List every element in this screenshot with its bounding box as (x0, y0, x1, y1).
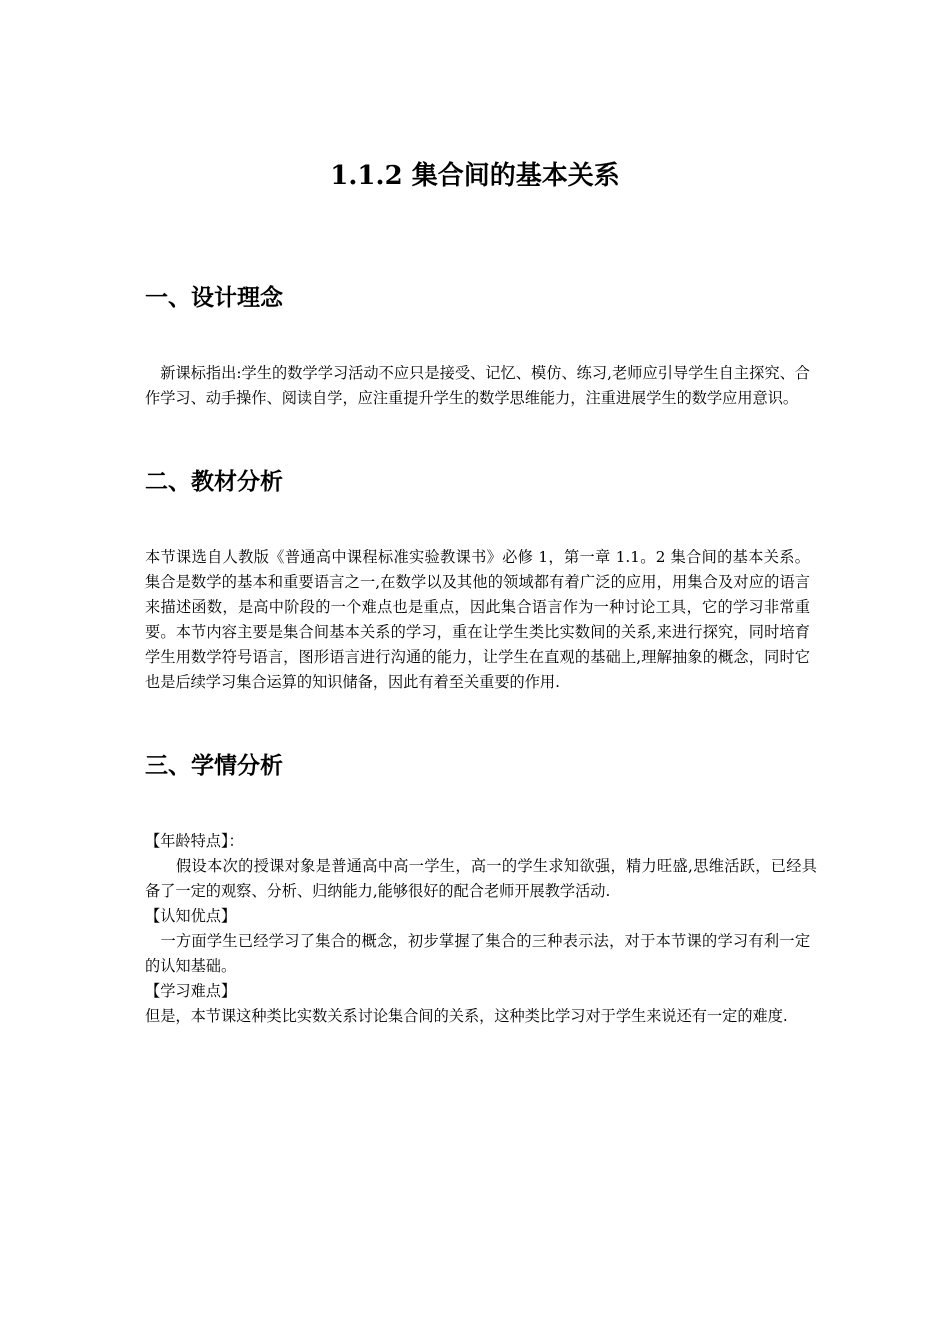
section-heading-student: 三、学情分析 (145, 753, 283, 779)
age-body: 假设本次的授课对象是普通高中高一学生，高一的学生求知欲强，精力旺盛,思维活跃，已经具备了一定的观察、分析、归纳能力,能够很好的配合老师开展教学活动. (145, 857, 817, 900)
section-body-design: 新课标指出:学生的数学学习活动不应只是接受、记忆、模仿、练习,老师应引导学生自主探究、合作学习、动手操作、阅读自学，应注重提升学生的数学思维能力，注重进展学生的数学应用意识。 (145, 364, 810, 407)
cognition-body: 一方面学生已经学习了集合的概念，初步掌握了集合的三种表示法，对于本节课的学习有利一定的认知基础。 (145, 932, 810, 975)
section-body-textbook: 本节课选自人教版《普通高中课程标准实验教课书》必修 1，第一章 1.1。2 集合间的基本关系。集合是数学的基本和重要语言之一,在数学以及其他的领域都有着广泛的应用，用集合及对应的语言来描述函数，是高中阶段的一个难点也是重点，因此集合语言作为一种讨论工具，它的学习非常重要。本节内容主要是集合间基本关系的学习，重在让学生类比实数间的关系,来进行探究，同时培育学生用数学符号语言，图形语言进行沟通的能力，让学生在直观的基础上,理解抽象的概念，同时它也是后续学习集合运算的知识储备，因此有着至关重要的作用. (145, 548, 810, 691)
section-heading-textbook: 二、教材分析 (145, 469, 283, 495)
cognition-label: 【认知优点】 (145, 907, 237, 925)
age-label: 【年龄特点】： (145, 832, 244, 850)
difficulty-body: 但是，本节课这种类比实数关系讨论集合间的关系，这种类比学习对于学生来说还有一定的难度. (145, 1007, 788, 1025)
document-title: 1.1.2 集合间的基本关系 (330, 161, 620, 191)
difficulty-label: 【学习难点】 (145, 982, 237, 1000)
section-heading-design: 一、设计理念 (145, 285, 283, 311)
